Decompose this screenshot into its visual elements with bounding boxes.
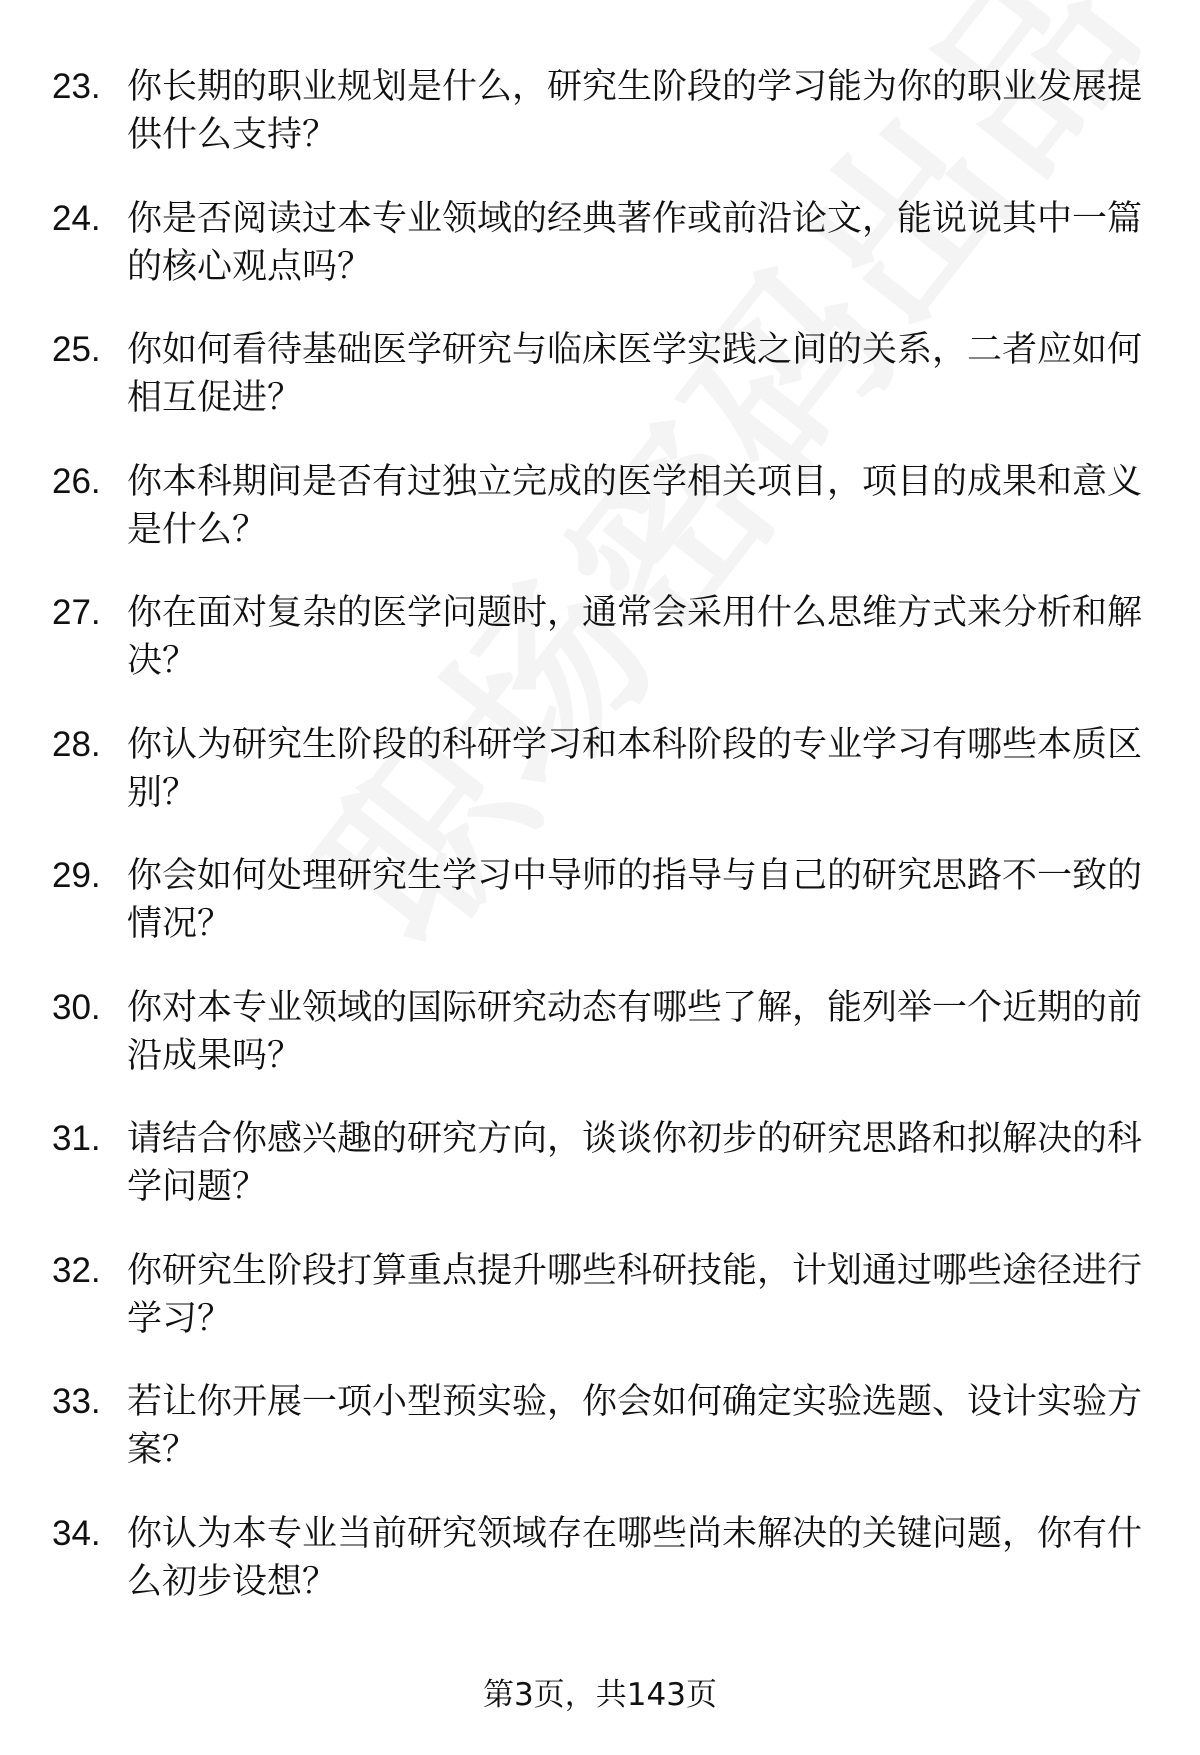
question-number: 24.	[52, 198, 101, 238]
question-item-25	[0, 318, 1200, 450]
question-number: 30.	[52, 987, 101, 1027]
question-text: 你如何看待基础医学研究与临床医学实践之间的关系，二者应如何相互促进？	[127, 330, 1143, 418]
question-text: 你本科期间是否有过独立完成的医学相关项目，项目的成果和意义是什么？	[127, 461, 1143, 550]
question-item-32	[0, 1239, 1200, 1371]
question-item-24	[0, 187, 1200, 319]
question-item-30	[0, 976, 1200, 1108]
question-item-28	[0, 713, 1200, 845]
question-text: 你是否阅读过本专业领域的经典著作或前沿论文，能说说其中一篇的核心观点吗？	[127, 198, 1143, 287]
question-item-31	[0, 1107, 1200, 1239]
question-number: 33.	[52, 1382, 101, 1421]
question-text: 你对本专业领域的国际研究动态有哪些了解，能列举一个近期的前沿成果吗？	[127, 987, 1143, 1076]
question-text: 若让你开展一项小型预实验，你会如何确定实验选题、设计实验方案？	[127, 1382, 1143, 1470]
question-number: 27.	[52, 593, 101, 632]
question-text: 你会如何处理研究生学习中导师的指导与自己的研究思路不一致的情况？	[127, 856, 1143, 944]
question-number: 29.	[52, 856, 101, 895]
question-item-33	[0, 1370, 1200, 1502]
page-number-footer: 第3页，共143页	[483, 1677, 717, 1713]
question-item-26	[0, 450, 1200, 582]
question-text: 你在面对复杂的医学问题时，通常会采用什么思维方式来分析和解决？	[127, 593, 1143, 681]
question-number: 26.	[52, 461, 101, 501]
question-item-23	[0, 55, 1200, 187]
question-text: 你认为研究生阶段的科研学习和本科阶段的专业学习有哪些本质区别？	[127, 724, 1143, 813]
question-item-29	[0, 844, 1200, 976]
question-list	[0, 55, 1200, 1633]
question-text: 你长期的职业规划是什么，研究生阶段的学习能为你的职业发展提供什么支持？	[127, 67, 1143, 155]
question-number: 31.	[52, 1119, 101, 1158]
question-item-27	[0, 581, 1200, 713]
question-text: 你认为本专业当前研究领域存在哪些尚未解决的关键问题，你有什么初步设想？	[127, 1513, 1143, 1602]
question-item-34	[0, 1502, 1200, 1634]
question-text: 你研究生阶段打算重点提升哪些科研技能，计划通过哪些途径进行学习？	[127, 1250, 1143, 1339]
question-number: 34.	[52, 1513, 101, 1553]
question-number: 28.	[52, 724, 101, 764]
question-number: 25.	[52, 330, 101, 369]
question-number: 32.	[52, 1250, 101, 1290]
question-number: 23.	[52, 67, 101, 106]
question-text: 请结合你感兴趣的研究方向，谈谈你初步的研究思路和拟解决的科学问题？	[127, 1119, 1143, 1207]
